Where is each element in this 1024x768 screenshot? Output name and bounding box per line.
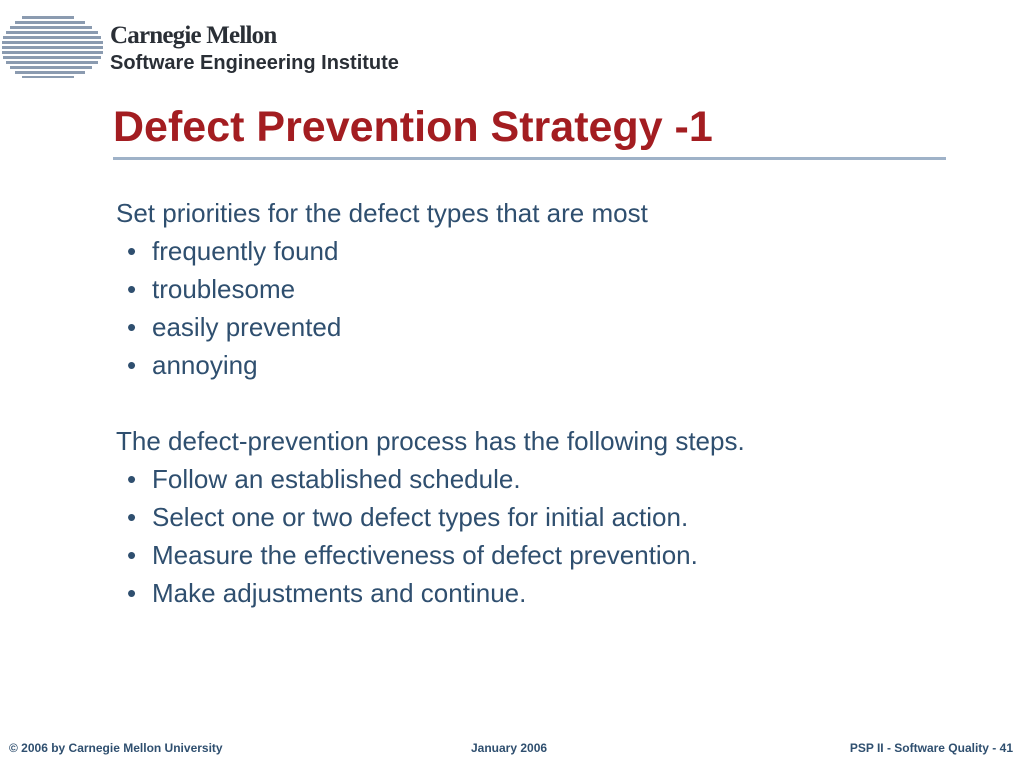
section1-lead: Set priorities for the defect types that are most	[116, 198, 648, 228]
list-item	[116, 232, 976, 270]
list-item	[116, 536, 976, 574]
list-item	[116, 270, 976, 308]
list-item	[116, 346, 976, 384]
list-item-text: Follow an established schedule.	[152, 464, 521, 494]
list-item	[116, 574, 976, 612]
list-item-text: troublesome	[152, 274, 296, 304]
bullet-icon: •	[127, 464, 137, 494]
list-item-text: frequently found	[152, 236, 339, 266]
logo-university-name: Carnegie Mellon	[110, 22, 277, 49]
logo-institute-name: Software Engineering Institute	[110, 52, 399, 74]
section2-bullet-list	[116, 460, 976, 612]
sei-striped-globe-icon	[2, 16, 104, 78]
slide-body	[116, 194, 976, 612]
list-item-text: easily prevented	[152, 312, 342, 342]
bullet-icon: •	[127, 274, 137, 304]
footer-copyright: © 2006 by Carnegie Mellon University	[9, 741, 223, 755]
section-spacer	[116, 384, 976, 422]
slide-title: Defect Prevention Strategy -1	[113, 103, 713, 151]
footer-date: January 2006	[471, 741, 548, 755]
list-item-text: Measure the effectiveness of defect prevention.	[152, 540, 698, 570]
section1-bullet-list	[116, 232, 976, 384]
bullet-icon: •	[127, 502, 137, 532]
bullet-icon: •	[127, 578, 137, 608]
list-item	[116, 460, 976, 498]
logo-wordmark	[110, 22, 399, 76]
list-item	[116, 308, 976, 346]
bullet-icon: •	[127, 236, 137, 266]
slide-footer	[0, 741, 1024, 759]
title-divider	[113, 157, 946, 160]
bullet-icon: •	[127, 312, 137, 342]
bullet-icon: •	[127, 540, 137, 570]
bullet-icon: •	[127, 350, 137, 380]
list-item-text: Select one or two defect types for initial action.	[152, 502, 689, 532]
section2-lead: The defect-prevention process has the following steps.	[116, 426, 745, 456]
list-item-text: Make adjustments and continue.	[152, 578, 527, 608]
list-item-text: annoying	[152, 350, 258, 380]
footer-page-label: PSP II - Software Quality - 41	[849, 741, 1013, 755]
list-item	[116, 498, 976, 536]
